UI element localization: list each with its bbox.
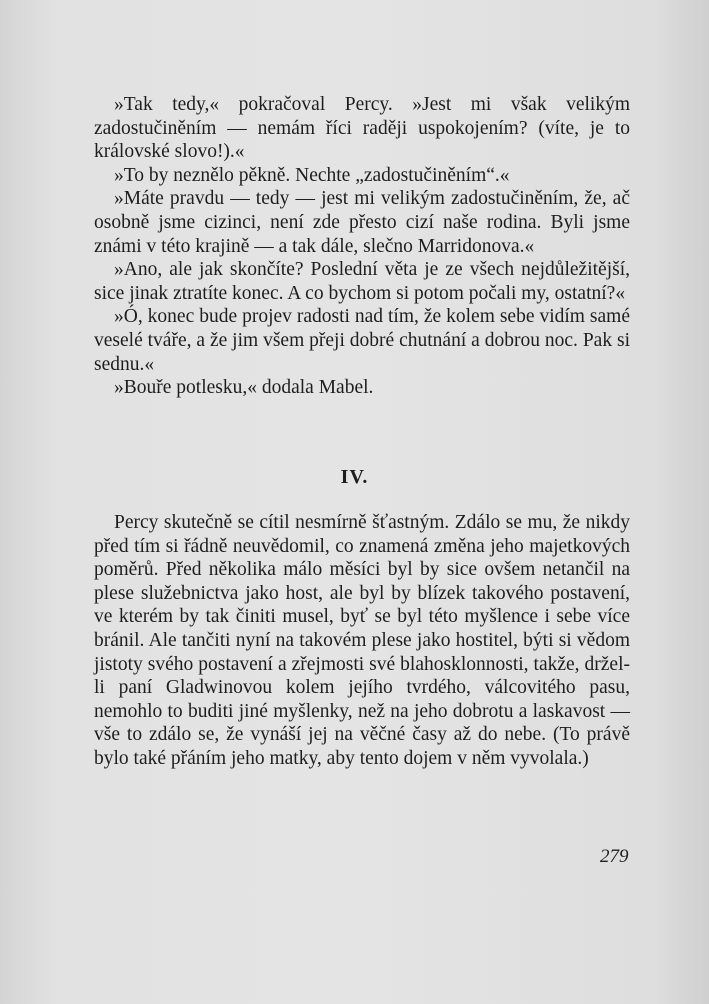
page-number: 279 [600,846,629,867]
text-block-after-heading [94,511,630,771]
section-heading: IV. [340,466,369,488]
paragraph: »Bouře potlesku,« dodala Mabel. [114,377,374,399]
paragraph: »Ano, ale jak skončíte? Poslední věta je ze všech nejdůležitější, sice jinak ztratíte konec. A co bychom si potom počali my, ostatní?« [94,259,630,304]
paragraph: »Máte pravdu — tedy — jest mi velikým zadostučiněním, že, ač osobně jsme cizinci, není zde přesto cizí naše rodina. Byli jsme známi v této krajině — a tak dále, slečno Marridonova.« [94,188,630,257]
paragraph: »Tak tedy,« pokračoval Percy. »Jest mi však velikým zadostučiněním — nemám říci raději uspokojením? (víte, je to královské slovo!).« [94,94,630,163]
paragraph: Percy skutečně se cítil nesmírně šťastným. Zdálo se mu, že nikdy před tím si řádně neuvědomil, co znamená změna jeho majetkových poměrů. Před několika málo měsíci byl by sice ovšem netančil na plese služebnictva jako host, ale byl by blízek takového postavení, ve kterém by tak činiti musel, byť se byl této myšlence i sebe více bránil. Ale tančiti nyní na takovém plese jako hostitel, býti si vědom jistoty svého postavení a zřejmosti své blahosklonnosti, takže, držel-li paní Gladwinovou kolem jejího tvrdého, válcovitého pasu, nemohlo to buditi jiné myšlenky, než na jeho dobrotu a laskavost — vše to zdálo se, že vynáší jej na věčné časy až do nebe. (To právě bylo také přáním jeho matky, aby tento dojem v něm vyvolala.) [94,512,630,769]
paragraph: »To by neznělo pěkně. Nechte „zadostučiněním“.« [114,164,510,186]
paragraph: »Ó, konec bude projev radosti nad tím, že kolem sebe vidím samé veselé tváře, a že jim všem přeji dobré chutnání a dobrou noc. Pak si sednu.« [94,306,630,375]
text-block-before-heading [94,93,630,400]
